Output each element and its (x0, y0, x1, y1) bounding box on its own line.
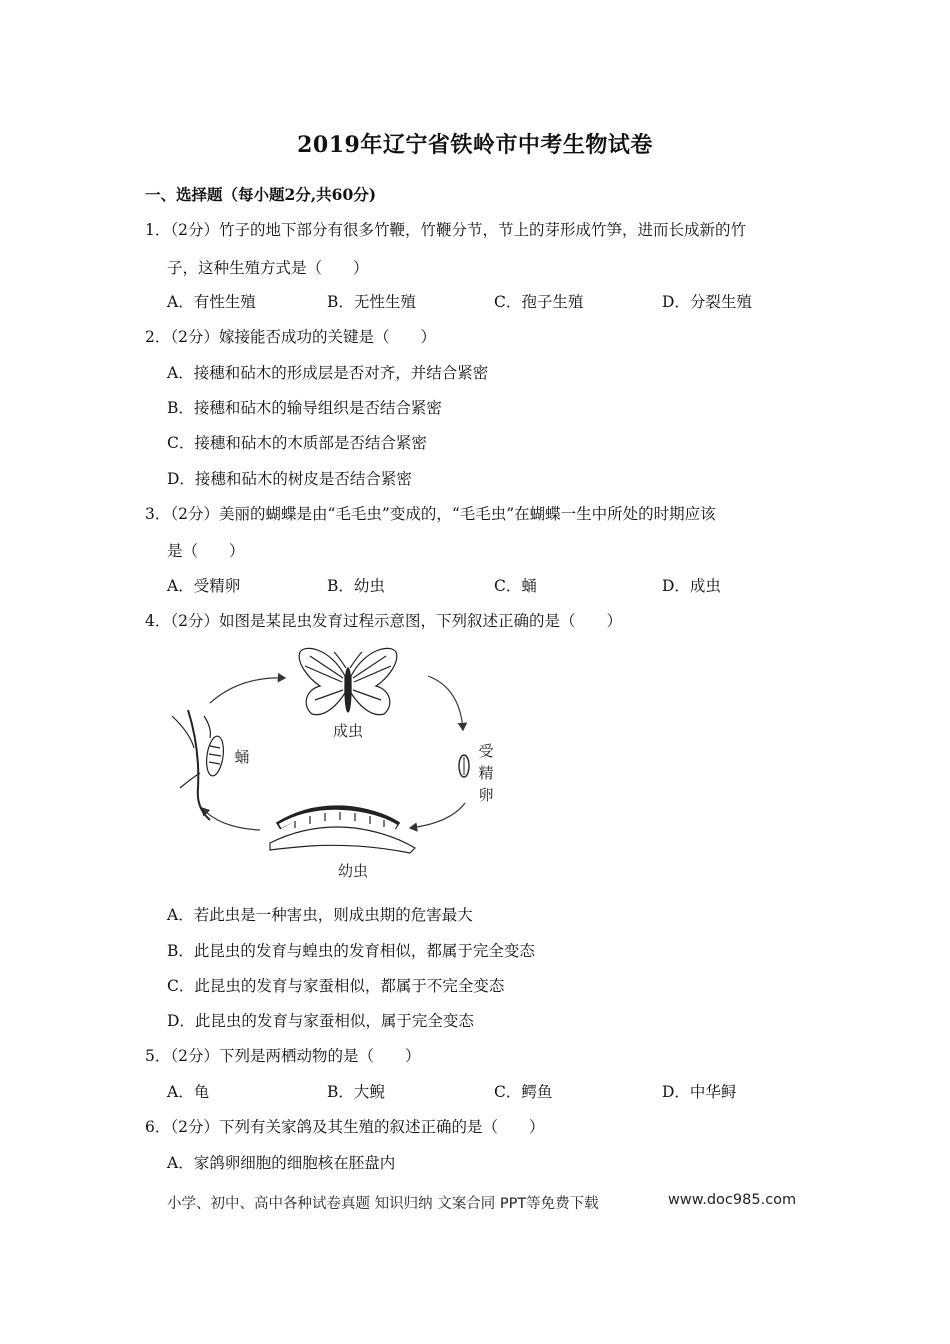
label-egg-3: 卵 (478, 786, 494, 804)
question-6-option-a: A．家鸽卵细胞的细胞核在胚盘内 (167, 1154, 396, 1172)
arrow-egg-to-larva (410, 803, 465, 828)
question-4-line-1: 4．（2分）如图是某昆虫发育过程示意图，下列叙述正确的是（ ） (145, 612, 622, 630)
question-4-option-a: A．若此虫是一种害虫，则成虫期的危害最大 (167, 906, 473, 924)
arrow-larva-to-pupa (202, 808, 260, 830)
question-4-option-d: D．此昆虫的发育与家蚕相似，属于完全变态 (167, 1012, 474, 1030)
page-title: 2019年辽宁省铁岭市中考生物试卷 (297, 132, 653, 158)
question-4-option-b: B．此昆虫的发育与蝗虫的发育相似，都属于完全变态 (167, 942, 535, 960)
label-adult: 成虫 (332, 722, 364, 740)
question-1-option-c: C．孢子生殖 (494, 293, 584, 311)
caterpillar-icon (270, 809, 415, 853)
question-6-line-1: 6．（2分）下列有关家鸽及其生殖的叙述正确的是（ ） (145, 1118, 545, 1136)
label-pupa: 蛹 (234, 748, 250, 766)
question-2-line-1: 2．（2分）嫁接能否成功的关键是（ ） (145, 328, 436, 346)
pupa-icon (172, 710, 226, 820)
question-5-option-c: C．鳄鱼 (494, 1083, 553, 1101)
label-egg-2: 精 (478, 764, 494, 782)
question-5-line-1: 5．（2分）下列是两栖动物的是（ ） (145, 1047, 421, 1065)
question-2-option-b: B．接穗和砧木的输导组织是否结合紧密 (167, 399, 442, 417)
question-4-option-c: C．此昆虫的发育与家蚕相似，都属于不完全变态 (167, 977, 505, 995)
question-1-option-b: B．无性生殖 (327, 293, 416, 311)
question-2-option-d: D．接穗和砧木的树皮是否结合紧密 (167, 470, 412, 488)
section-heading: 一、选择题（每小题2分,共60分) (145, 185, 377, 204)
question-3-option-b: B．幼虫 (327, 577, 385, 595)
footer-promo-text: 小学、初中、高中各种试卷真题 知识归纳 文案合同 PPT等免费下载 (167, 1196, 599, 1212)
question-3-option-a: A．受精卵 (167, 577, 241, 595)
question-2-option-a: A．接穗和砧木的形成层是否对齐，并结合紧密 (167, 364, 489, 382)
arrow-pupa-to-adult (210, 678, 285, 703)
question-3-option-c: C．蛹 (494, 577, 537, 595)
question-3-line-2: 是（ ） (167, 542, 245, 560)
footer-website-link[interactable]: www.doc985.com (668, 1192, 797, 1208)
question-2-option-c: C．接穗和砧木的木质部是否结合紧密 (167, 434, 427, 452)
question-1-option-a: A．有性生殖 (167, 293, 256, 311)
arrow-adult-to-egg (428, 676, 463, 730)
insect-lifecycle-diagram (160, 638, 520, 888)
question-5-option-a: A．龟 (167, 1083, 210, 1101)
question-5-option-b: B．大鲵 (327, 1083, 385, 1101)
label-egg-1: 受 (478, 742, 494, 760)
butterfly-icon (299, 648, 397, 714)
label-larva: 幼虫 (337, 862, 369, 880)
question-3-option-d: D．成虫 (662, 577, 721, 595)
question-1-line-1: 1．（2分）竹子的地下部分有很多竹鞭，竹鞭分节，节上的芽形成竹笋，进而长成新的竹 (145, 221, 746, 239)
question-1-option-d: D．分裂生殖 (662, 293, 752, 311)
question-5-option-d: D．中华鲟 (662, 1083, 737, 1101)
question-3-line-1: 3．（2分）美丽的蝴蝶是由“毛毛虫”变成的，“毛毛虫”在蝴蝶一生中所处的时期应该 (145, 505, 716, 523)
question-1-line-2: 子，这种生殖方式是（ ） (167, 259, 369, 277)
